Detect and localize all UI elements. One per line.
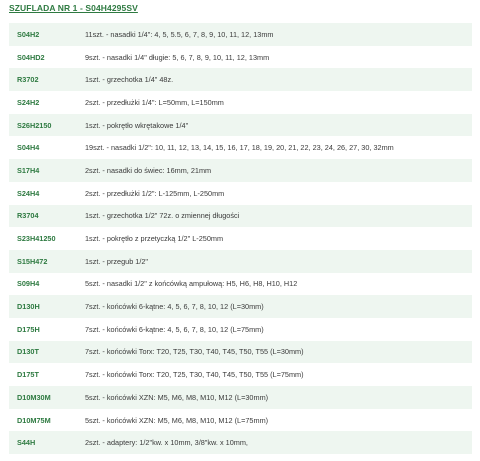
part-description: 2szt. - przedłużki 1/4": L=50mm, L=150mm — [85, 97, 224, 107]
part-code: S04H2 — [17, 29, 40, 39]
part-description: 1szt. - pokrętło wkrętakowe 1/4" — [85, 120, 189, 130]
part-code: S24H4 — [17, 188, 40, 198]
part-description: 1szt. - pokrętło z przetyczką 1/2" L-250mm — [85, 234, 224, 244]
table-row — [9, 159, 472, 182]
page-title: SZUFLADA NR 1 - S04H4295SV — [9, 3, 138, 13]
table-row — [9, 318, 472, 341]
part-code: D10M75M — [17, 415, 51, 425]
part-code: S17H4 — [17, 165, 40, 175]
table-row — [9, 91, 472, 114]
table-row — [9, 23, 472, 46]
part-description: 2szt. - adaptery: 1/2"kw. x 10mm, 3/8"kw. x 10mm, — [85, 438, 248, 448]
part-code: S44H — [17, 438, 36, 448]
table-row — [9, 386, 472, 409]
table-row — [9, 68, 472, 91]
part-description: 2szt. - przedłużki 1/2": L-125mm, L-250mm — [85, 188, 225, 198]
part-description: 1szt. - grzechotka 1/2" 72z. o zmiennej długości — [85, 211, 240, 221]
table-row — [9, 295, 472, 318]
part-description: 11szt. - nasadki 1/4": 4, 5, 5.5, 6, 7, 8, 9, 10, 11, 12, 13mm — [85, 29, 274, 39]
part-description: 7szt. - końcówki 6-kątne: 4, 5, 6, 7, 8, 10, 12 (L=30mm) — [85, 302, 264, 312]
part-description: 5szt. - końcówki XZN: M5, M6, M8, M10, M12 (L=75mm) — [85, 415, 269, 425]
table-row — [9, 409, 472, 432]
part-description: 1szt. - przegub 1/2" — [85, 256, 149, 266]
part-code: D10M30M — [17, 392, 51, 402]
part-code: R3702 — [17, 75, 39, 85]
part-code: D130H — [17, 302, 40, 312]
table-row — [9, 431, 472, 454]
part-code: D175T — [17, 370, 39, 380]
table-row — [9, 182, 472, 205]
table-row — [9, 273, 472, 296]
table-row — [9, 227, 472, 250]
part-code: S04HD2 — [17, 52, 45, 62]
part-description: 7szt. - końcówki Torx: T20, T25, T30, T40, T45, T50, T55 (L=75mm) — [85, 370, 304, 380]
part-code: S24H2 — [17, 97, 40, 107]
part-code: S04H4 — [17, 143, 40, 153]
table-row — [9, 46, 472, 69]
part-code: D130T — [17, 347, 39, 357]
part-description: 7szt. - końcówki Torx: T20, T25, T30, T40, T45, T50, T55 (L=30mm) — [85, 347, 304, 357]
part-description: 5szt. - końcówki XZN: M5, M6, M8, M10, M12 (L=30mm) — [85, 392, 269, 402]
table-row — [9, 363, 472, 386]
part-code: S09H4 — [17, 279, 40, 289]
part-description: 9szt. - nasadki 1/4" długie: 5, 6, 7, 8, 9, 10, 11, 12, 13mm — [85, 52, 270, 62]
table-row — [9, 250, 472, 273]
part-code: S15H472 — [17, 256, 48, 266]
table-row — [9, 136, 472, 159]
part-code: S26H2150 — [17, 120, 52, 130]
part-code: D175H — [17, 324, 40, 334]
table-row — [9, 205, 472, 228]
part-description: 19szt. - nasadki 1/2": 10, 11, 12, 13, 14, 15, 16, 17, 18, 19, 20, 21, 22, 23, 24, 26, 27, 30, 32mm — [85, 143, 394, 153]
table-row — [9, 341, 472, 364]
part-code: S23H41250 — [17, 234, 56, 244]
parts-table — [9, 23, 472, 454]
part-description: 7szt. - końcówki 6-kątne: 4, 5, 6, 7, 8, 10, 12 (L=75mm) — [85, 324, 264, 334]
part-description: 1szt. - grzechotka 1/4" 48z. — [85, 75, 174, 85]
part-code: R3704 — [17, 211, 39, 221]
part-description: 2szt. - nasadki do świec: 16mm, 21mm — [85, 165, 212, 175]
table-row — [9, 114, 472, 137]
part-description: 5szt. - nasadki 1/2" z końcówką ampułową: H5, H6, H8, H10, H12 — [85, 279, 298, 289]
